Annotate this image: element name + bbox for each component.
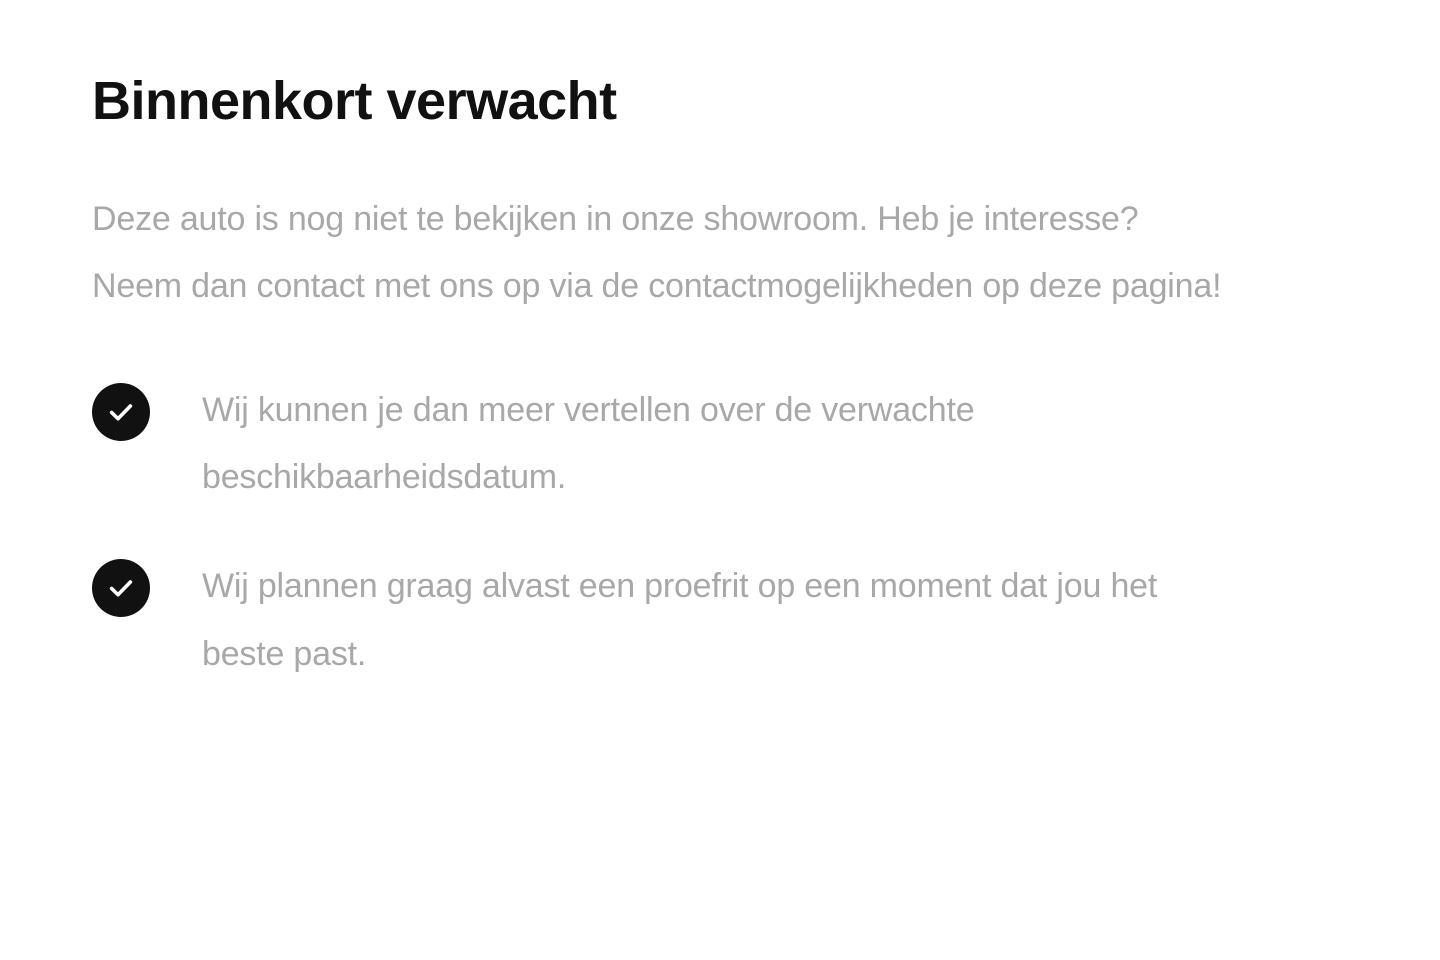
check-circle-icon [92,383,150,441]
benefit-text: Wij plannen graag alvast een proefrit op een moment dat jou het beste past. [202,567,1158,673]
benefit-text: Wij kunnen je dan meer vertellen over de verwachte beschikbaarheidsdatum. [202,390,975,497]
list-item [92,377,1348,512]
check-circle-icon [92,559,150,617]
benefit-list [92,377,1348,688]
list-item [92,553,1348,688]
page-title: Binnenkort verwacht [92,71,617,131]
intro-paragraph: Deze auto is nog niet te bekijken in onze showroom. Heb je interesse? Neem dan contact met ons op via de contactmogelijkheden op deze pagina! [92,200,1222,306]
